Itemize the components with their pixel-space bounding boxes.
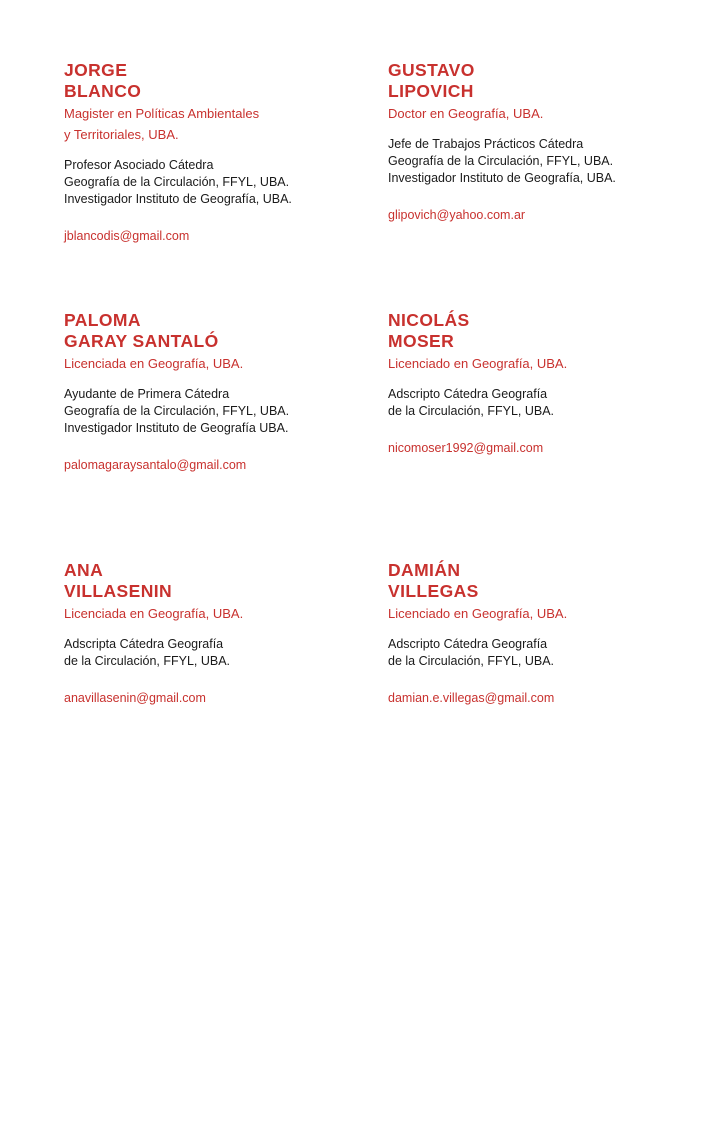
person-degree	[388, 603, 688, 624]
person-card-nicolas-moser	[388, 310, 688, 457]
role-line: Investigador Instituto de Geografía UBA.	[64, 421, 289, 435]
role-line: Ayudante de Primera Cátedra	[64, 387, 230, 401]
person-card-damian-villegas	[388, 560, 688, 707]
person-name	[388, 60, 688, 102]
name-line: MOSER	[388, 331, 455, 351]
person-name	[388, 310, 688, 352]
person-role	[388, 386, 688, 420]
person-degree	[64, 353, 364, 374]
role-line: Adscripto Cátedra Geografía	[388, 637, 548, 651]
role-line: Geografía de la Circulación, FFYL, UBA.	[64, 175, 290, 189]
person-role	[64, 386, 364, 437]
person-card-ana-villasenin	[64, 560, 364, 707]
degree-line: Licenciada en Geografía, UBA.	[64, 606, 244, 621]
person-email[interactable]	[388, 207, 688, 224]
role-line: Investigador Instituto de Geografía, UBA.	[64, 192, 292, 206]
email-link[interactable]: nicomoser1992@gmail.com	[388, 441, 544, 455]
name-line: GUSTAVO	[388, 60, 475, 80]
person-degree	[388, 103, 688, 124]
person-email[interactable]	[64, 228, 364, 245]
role-line: Geografía de la Circulación, FFYL, UBA.	[64, 404, 290, 418]
email-link[interactable]: jblancodis@gmail.com	[64, 229, 190, 243]
person-role	[388, 636, 688, 670]
email-link[interactable]: palomagaraysantalo@gmail.com	[64, 458, 247, 472]
degree-line: Licenciado en Geografía, UBA.	[388, 606, 568, 621]
person-degree	[64, 103, 364, 145]
email-link[interactable]: glipovich@yahoo.com.ar	[388, 208, 526, 222]
person-role	[64, 636, 364, 670]
degree-line: Magister en Políticas Ambientales	[64, 106, 260, 121]
name-line: VILLEGAS	[388, 581, 479, 601]
role-line: Profesor Asociado Cátedra	[64, 158, 214, 172]
person-email[interactable]	[388, 690, 688, 707]
person-email[interactable]	[64, 457, 364, 474]
name-line: GARAY SANTALÓ	[64, 331, 219, 351]
person-card-jorge-blanco	[64, 60, 364, 245]
person-name	[388, 560, 688, 602]
person-role	[64, 157, 364, 208]
name-line: VILLASENIN	[64, 581, 173, 601]
person-email[interactable]	[388, 440, 688, 457]
name-line: ANA	[64, 560, 104, 580]
person-name	[64, 560, 364, 602]
person-email[interactable]	[64, 690, 364, 707]
degree-line: y Territoriales, UBA.	[64, 127, 179, 142]
degree-line: Licenciado en Geografía, UBA.	[388, 356, 568, 371]
email-link[interactable]: anavillasenin@gmail.com	[64, 691, 206, 705]
person-degree	[388, 353, 688, 374]
name-line: DAMIÁN	[388, 560, 461, 580]
email-link[interactable]: damian.e.villegas@gmail.com	[388, 691, 555, 705]
role-line: Adscripta Cátedra Geografía	[64, 637, 224, 651]
role-line: de la Circulación, FFYL, UBA.	[388, 654, 555, 668]
name-line: BLANCO	[64, 81, 142, 101]
degree-line: Doctor en Geografía, UBA.	[388, 106, 544, 121]
name-line: NICOLÁS	[388, 310, 470, 330]
role-line: Investigador Instituto de Geografía, UBA.	[388, 171, 616, 185]
role-line: Adscripto Cátedra Geografía	[388, 387, 548, 401]
name-line: LIPOVICH	[388, 81, 474, 101]
person-card-paloma-garay-santalo	[64, 310, 364, 474]
name-line: JORGE	[64, 60, 128, 80]
role-line: de la Circulación, FFYL, UBA.	[388, 404, 555, 418]
name-line: PALOMA	[64, 310, 141, 330]
person-role	[388, 136, 688, 187]
person-name	[64, 60, 364, 102]
person-name	[64, 310, 364, 352]
role-line: Jefe de Trabajos Prácticos Cátedra	[388, 137, 584, 151]
degree-line: Licenciada en Geografía, UBA.	[64, 356, 244, 371]
person-degree	[64, 603, 364, 624]
role-line: de la Circulación, FFYL, UBA.	[64, 654, 231, 668]
person-card-gustavo-lipovich	[388, 60, 688, 224]
role-line: Geografía de la Circulación, FFYL, UBA.	[388, 154, 614, 168]
